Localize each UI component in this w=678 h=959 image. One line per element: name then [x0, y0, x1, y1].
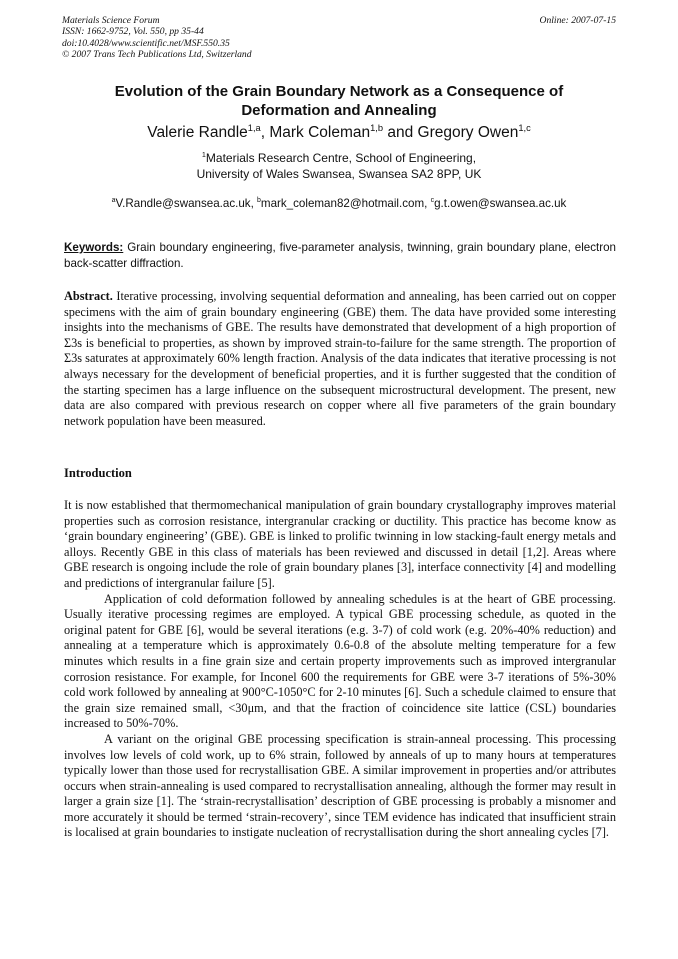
keywords-label: Keywords:	[64, 241, 124, 254]
author-name: Mark Coleman	[269, 124, 371, 141]
keywords-block	[64, 240, 616, 271]
email-separator: ,	[250, 197, 258, 210]
author-separator: and	[383, 124, 418, 141]
paragraph: A variant on the original GBE processing specification is strain-anneal processing. This processing involves low levels of cold work, up to 6% strain, followed by anneals of up to many hours at temperatures typically lower than those used for recrystallisation GBE. A similar improvement in properties and/or attributes occurs when strain-annealing is used compared to recrystallisation annealing, although the former may result in larger a grain size [1]. The ‘strain-recrystallisation’ description of GBE processing is probably a misnomer and more accurately it should be termed ‘strain-recovery’, since TEM evidence has indicated that insufficient strain is localised at grain boundaries to instigate nucleation of recrystallisation during the short annealing cycles [7].	[64, 731, 616, 840]
abstract-text: Iterative processing, involving sequential deformation and annealing, has been carried out on copper specimens with the aim of grain boundary engineering (GBE) them. The data have provided some interesting insights into the mechanisms of GBE. The results have demonstrated that development of a high proportion of Σ3s is beneficial to properties, as shown by improved strain-to-failure for the same strength. The proportion of Σ3s saturates at approximately 60% length fraction. Analysis of the data indicates that iterative processing is not always necessary for the development of beneficial properties, and it is further suggested that the condition of the starting specimen has a large influence on the subsequent microstructural development. The present, new data are also compared with previous research on copper where all five parameters of the grain boundary network population have been measured.	[64, 289, 616, 428]
introduction-heading: Introduction	[64, 466, 132, 480]
title-line-1: Evolution of the Grain Boundary Network as a Consequence of	[114, 83, 564, 100]
paper-title	[62, 82, 616, 120]
affiliation	[62, 150, 616, 182]
abstract-label: Abstract.	[64, 289, 113, 303]
email-mark: a	[111, 197, 116, 205]
paragraph: Application of cold deformation followed by annealing schedules is at the heart of GBE processing. Usually iterative processing regimes are employed. A typical GBE processing schedule, as quoted in the original patent for GBE [6], would be several iterations (e.g. 3-7) of cold work (e.g. 20%-40% reduction) and annealing at a temperature which is approximately 0.6-0.8 of the absolute melting temperature for a few minutes which results in a fine grain size and certain property improvements such as improved intergranular corrosion resistance. For example, for Inconel 600 the requirements for GBE were 3-7 iterations of 5%-30% cold work followed by annealing at 900°C-1050°C for 2-10 minutes [6]. Such a schedule claimed to ensure that the grain size remained small, <30μm, and that the fraction of coincidence site lattice (CSL) boundaries increased to 50%-70%.	[64, 591, 616, 731]
author-affil-mark: 1,a	[247, 122, 261, 133]
author-name: Valerie Randle	[147, 124, 248, 141]
introduction-body	[64, 498, 616, 841]
copyright-line: © 2007 Trans Tech Publications Ltd, Switzerland	[62, 49, 252, 61]
journal-name: Materials Science Forum	[62, 15, 160, 26]
email-mark: c	[430, 197, 435, 205]
author-separator: ,	[260, 124, 270, 141]
doi-line: doi:10.4028/www.scientific.net/MSF.550.35	[62, 37, 230, 49]
author-name: Gregory Owen	[417, 124, 519, 141]
online-date: Online: 2007-07-15	[539, 15, 616, 26]
abstract-block	[64, 289, 616, 429]
email-mark: b	[257, 197, 261, 205]
keywords-text: Grain boundary engineering, five-parameter analysis, twinning, grain boundary plane, electron back-scatter diffraction.	[64, 241, 616, 270]
journal-meta	[62, 15, 616, 61]
email-address[interactable]: g.t.owen@swansea.ac.uk	[434, 197, 567, 210]
title-line-2: Deformation and Annealing	[241, 102, 437, 119]
paragraph: It is now established that thermomechanical manipulation of grain boundary crystallography improves material properties such as corrosion resistance, intergranular cracking or ductility. This practice has become know as ‘grain boundary engineering’ (GBE). GBE is linked to prolific twinning in low stacking-fault energy metals and alloys. Recently GBE in this class of materials has been reviewed and discussed in detail [1,2]. Areas where GBE research is ongoing include the role of grain boundary planes [3], interface connectivity [4] and modelling and predictions of intergranular failure [5].	[64, 498, 616, 590]
author-affil-mark: 1,b	[370, 122, 384, 133]
author-affil-mark: 1,c	[518, 122, 531, 133]
author-list	[62, 123, 616, 142]
email-separator: ,	[424, 197, 431, 210]
email-address[interactable]: V.Randle@swansea.ac.uk	[115, 197, 251, 210]
affiliation-mark: 1	[201, 150, 206, 159]
affiliation-line-2: University of Wales Swansea, Swansea SA2 8PP, UK	[196, 167, 482, 181]
issn-line: ISSN: 1662-9752, Vol. 550, pp 35-44	[62, 26, 204, 38]
email-address[interactable]: mark_coleman82@hotmail.com	[260, 197, 425, 210]
affiliation-line-1: Materials Research Centre, School of Engineering,	[205, 151, 477, 165]
email-list	[62, 196, 616, 211]
